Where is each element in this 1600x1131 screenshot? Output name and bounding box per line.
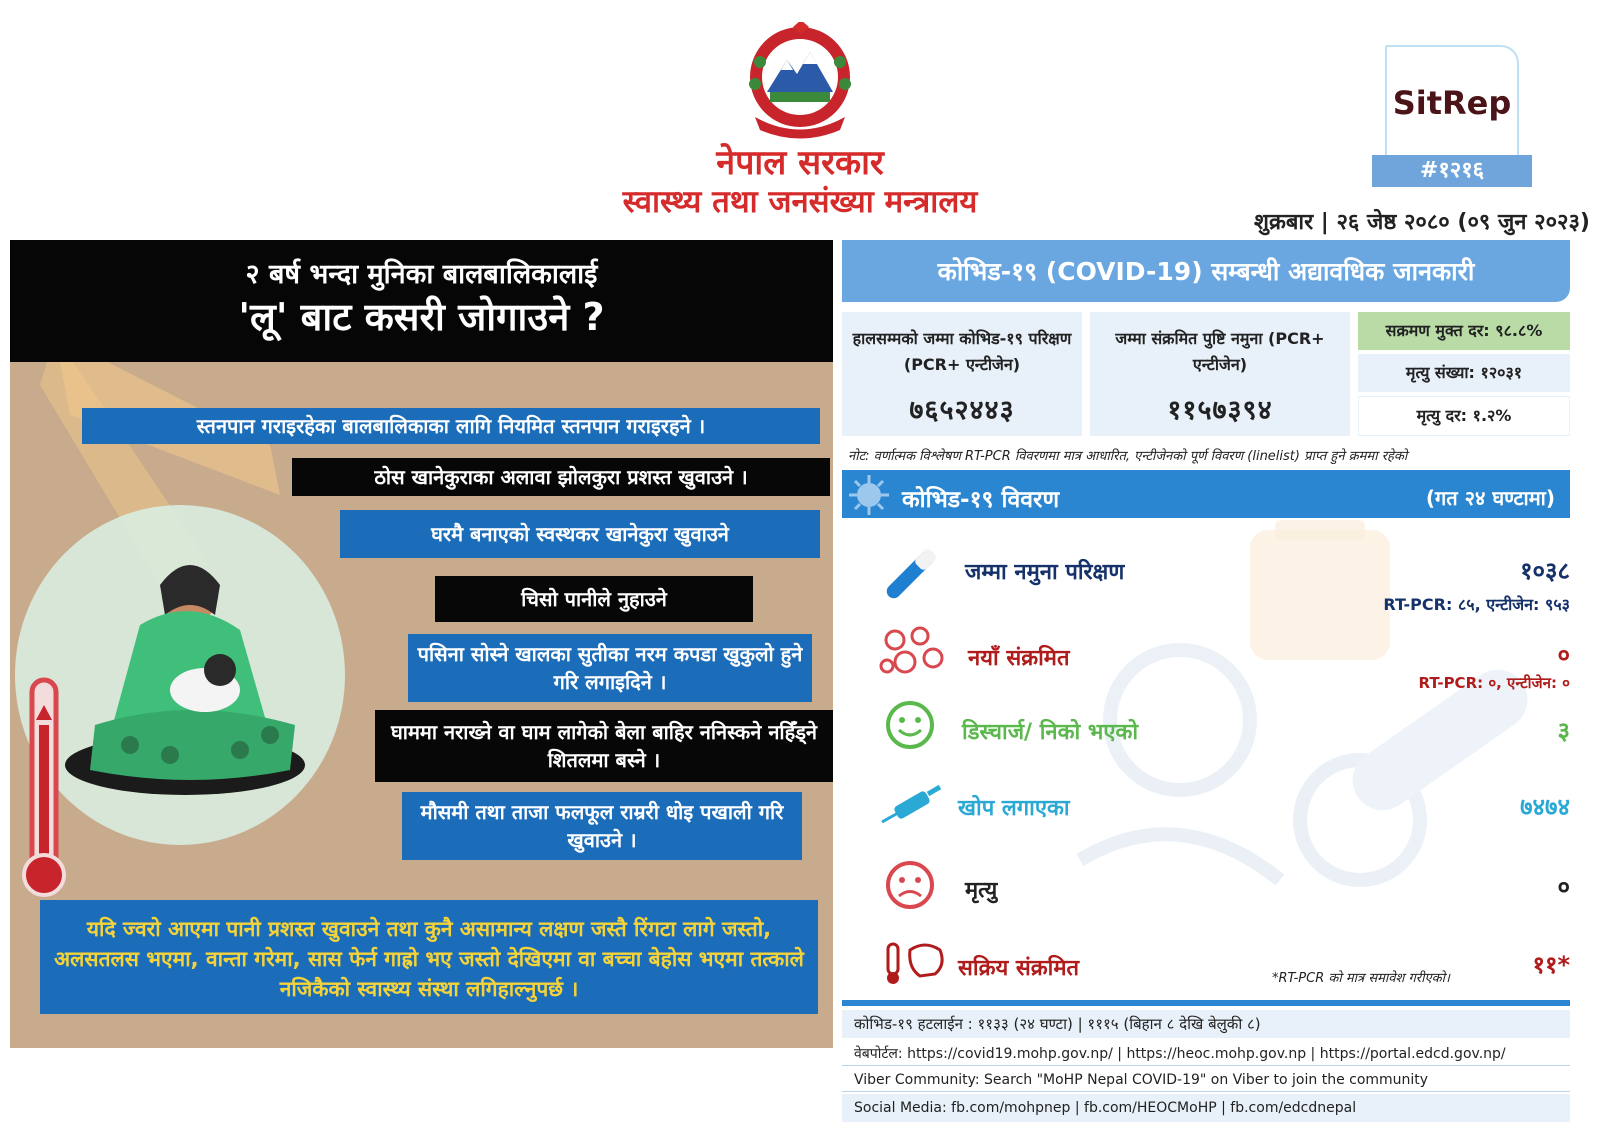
active-cases-value: ११* — [1532, 951, 1570, 979]
samples-value: १०३८ — [1520, 557, 1570, 585]
heatwave-poster — [10, 240, 833, 1048]
tip-cold-bath: चिसो पानीले नुहाउने — [435, 576, 753, 622]
tip-avoid-sun: घाममा नराख्ने वा घाम लागेको बेला बाहिर ननिस्कने नहिँड्ने शितलमा बस्ने । — [375, 710, 833, 782]
samples-label: जम्मा नमुना परिक्षण — [965, 560, 1125, 585]
poster-title-line2: 'लू' बाट कसरी जोगाउने ? — [238, 295, 605, 339]
poster-title-line1: २ बर्ष भन्दा मुनिका बालबालिकालाई — [245, 259, 598, 290]
sad-face-icon — [875, 860, 945, 910]
footer-divider — [842, 1000, 1570, 1006]
total-tests-label: हालसम्मको जम्मा कोभिड-१९ परिक्षण (PCR+ एन्टीजेन) — [852, 329, 1072, 374]
deaths-value: ० — [1557, 873, 1570, 901]
total-positive-label: जम्मा संक्रमित पुष्टि नमुना (PCR+ एन्टीजेन) — [1115, 329, 1325, 374]
poster-warning: यदि ज्वरो आएमा पानी प्रशस्त खुवाउने तथा कुनै असामान्य लक्षण जस्तै रिंगटा लागे जस्तो, अलसतलस भएमा, वान्ता गरेमा, सास फेर्न गाह्रो भए जस्तो देखिएमा वा बच्चा बेहोस भएमा तत्काले नजिकैको स्वास्थ्य संस्था लगिहाल्नुपर्छ । — [40, 900, 818, 1014]
report-date: शुक्रबार | २६ जेष्ठ २०८० (०९ जुन २०२३) — [1254, 210, 1590, 235]
thermometer-icon — [880, 940, 950, 986]
discharged-label: डिस्चार्ज/ निको भएको — [962, 720, 1139, 745]
samples-breakdown: RT-PCR: ८५, एन्टीजेन: ९५३ — [1383, 595, 1570, 614]
smile-icon — [875, 700, 945, 750]
test-tube-icon — [875, 545, 945, 605]
recovery-rate: सक्रमण मुक्त दर: ९८.८% — [1385, 321, 1543, 340]
vaccinated-value: ७४७४ — [1520, 793, 1570, 821]
deaths-label: मृत्यु — [965, 878, 998, 903]
analysis-note: नोट: वर्णात्मक विश्लेषण RT-PCR विवरणमा मात्र आधारित, एन्टीजेनको पूर्ण विवरण (linelist) प्राप्त हुने क्रममा रहेको — [848, 449, 1408, 464]
tip-liquids: ठोस खानेकुराका अलावा झोलकुरा प्रशस्त खुवाउने । — [292, 458, 830, 496]
ministry-title: स्वास्थ्य तथा जनसंख्या मन्त्रालय — [622, 184, 978, 220]
viber-community: Viber Community: Search "MoHP Nepal COVID-19" on Viber to join the community — [842, 1068, 1570, 1092]
deaths-total: मृत्यु संख्या: १२०३१ — [1405, 363, 1523, 382]
tip-breastfeeding: स्तनपान गराइरहेका बालबालिकाका लागि नियमित स्तनपान गराइरहने । — [82, 408, 820, 444]
total-positive-value: ११५७३९४ — [1167, 395, 1273, 426]
social-media[interactable]: Social Media: fb.com/mohpnep | fb.com/HEOCMoHP | fb.com/edcdnepal — [842, 1094, 1570, 1122]
government-title: नेपाल सरकार — [716, 143, 884, 183]
background-medical-art — [1060, 520, 1580, 990]
covid-detail-title: कोभिड-१९ विवरण — [902, 487, 1060, 513]
active-cases-note: *RT-PCR को मात्र समावेश गरीएको। — [1272, 971, 1450, 986]
covid-detail-period: (गत २४ घण्टामा) — [1425, 486, 1555, 510]
sitrep-label: SitRep — [1392, 84, 1512, 122]
hotline-info: कोभिड-१९ हटलाईन : ११३३ (२४ घण्टा) | १११५ (बिहान ८ देखि बेलुकी ८) — [842, 1010, 1570, 1038]
tip-cotton-clothes: पसिना सोस्ने खालका सुतीका नरम कपडा खुकुलो हुने गरि लगाइदिने । — [408, 634, 812, 702]
discharged-value: ३ — [1557, 717, 1570, 745]
sitrep-number: #१२१६ — [1372, 155, 1532, 187]
new-cases-label: नयाँ संक्रमित — [968, 646, 1070, 671]
vaccinated-label: खोप लगाएका — [958, 796, 1070, 821]
new-cases-value: ० — [1557, 641, 1570, 669]
covid-banner-title: कोभिड-१९ (COVID-19) सम्बन्धी अद्यावधिक जानकारी — [937, 257, 1475, 286]
nepal-emblem-icon — [735, 22, 865, 140]
new-cases-breakdown: RT-PCR: ०, एन्टीजेन: ० — [1418, 674, 1570, 692]
tip-homemade-food: घरमै बनाएको स्वस्थकर खानेकुरा खुवाउने — [340, 510, 820, 558]
web-portals[interactable]: वेबपोर्टल: https://covid19.mohp.gov.np/ | https://heoc.mohp.gov.np | https://portal.edcd.gov.np/ — [842, 1042, 1570, 1066]
active-cases-label: सक्रिय संक्रमित — [958, 956, 1080, 981]
syringe-icon — [872, 782, 944, 830]
virus-icon — [845, 473, 893, 517]
tip-fresh-fruit: मौसमी तथा ताजा फलफूल राम्ररी धोइ पखाली गरि खुवाउने । — [402, 792, 802, 860]
death-rate: मृत्यु दर: १.२% — [1416, 406, 1512, 425]
virus-cluster-icon — [875, 622, 950, 680]
mother-child-illustration — [10, 295, 390, 955]
total-tests-value: ७६५२४४३ — [909, 395, 1015, 426]
